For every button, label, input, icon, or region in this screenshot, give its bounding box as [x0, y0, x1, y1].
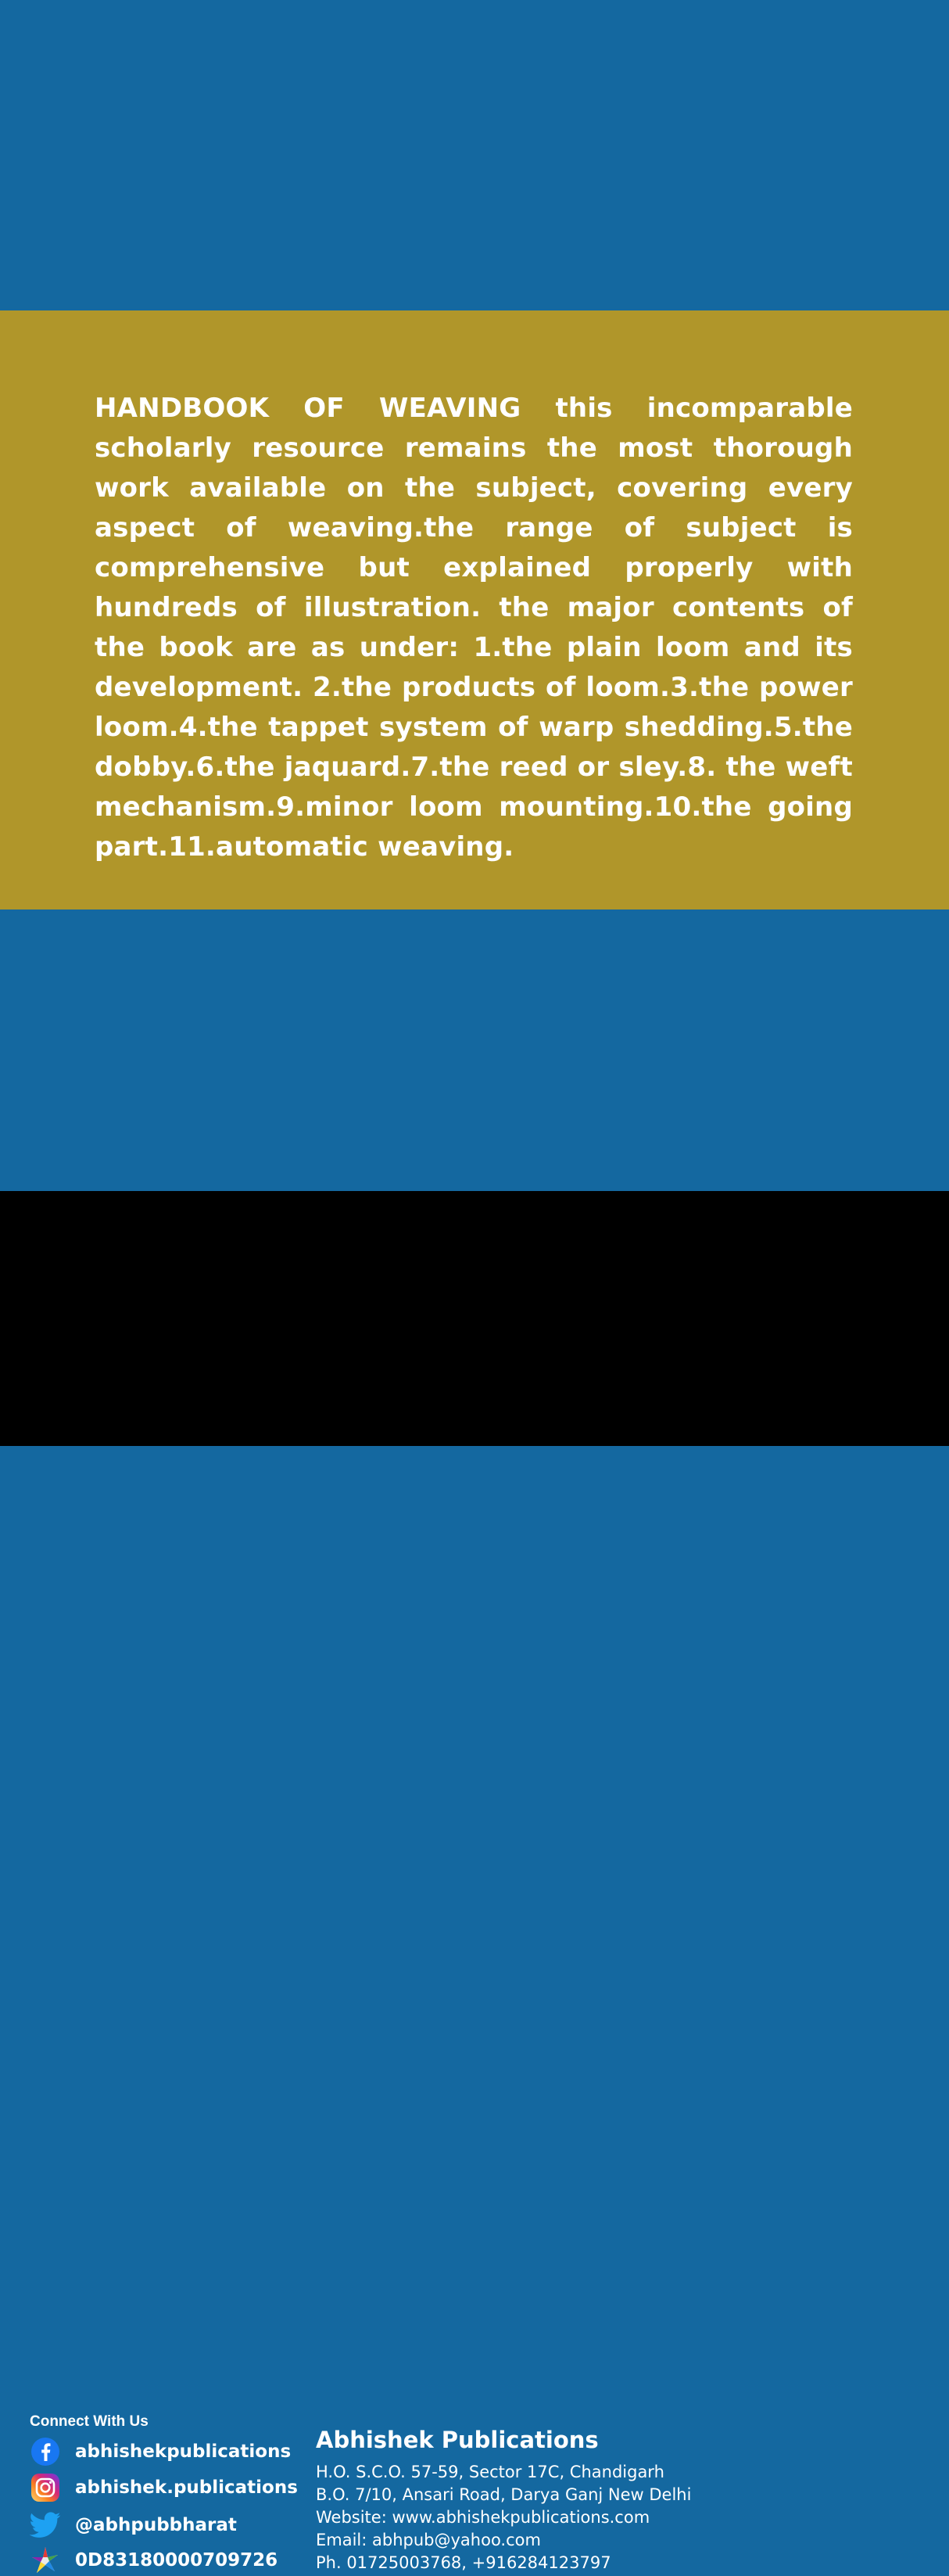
twitter-icon: [30, 2510, 61, 2541]
publisher-footer: [0, 1191, 949, 2572]
email-line[interactable]: Email: abhpub@yahoo.com: [316, 2531, 541, 2549]
social-twitter[interactable]: [30, 2510, 237, 2541]
social-facebook[interactable]: [30, 2436, 291, 2467]
instagram-handle: abhishek.publications: [75, 2477, 298, 2498]
instagram-icon: [30, 2472, 61, 2503]
publisher-block: [316, 2427, 691, 2574]
branch-office-address: B.O. 7/10, Ansari Road, Darya Ganj New Delhi: [316, 2485, 692, 2504]
website-line[interactable]: Website: www.abhishekpublications.com: [316, 2508, 650, 2527]
social-id[interactable]: [30, 2545, 278, 2576]
social-instagram[interactable]: [30, 2472, 298, 2503]
star-icon: [30, 2545, 61, 2576]
id-number: 0D83180000709726: [75, 2550, 278, 2571]
lower-blue-band: [0, 909, 949, 1191]
publisher-name: Abhishek Publications: [316, 2427, 599, 2453]
top-blue-band: [0, 0, 949, 310]
phone-line[interactable]: Ph. 01725003768, +916284123797: [316, 2553, 611, 2572]
connect-title: Connect With Us: [30, 2413, 149, 2430]
head-office-address: H.O. S.C.O. 57-59, Sector 17C, Chandigarh: [316, 2463, 664, 2481]
facebook-handle: abhishekpublications: [75, 2441, 292, 2462]
facebook-icon: [30, 2436, 61, 2467]
book-description: HANDBOOK OF WEAVING this incomparable scholarly resource remains the most thorough work available on the subject, covering every aspect of weaving.the range of subject is comprehensive but explained properly with hundreds of illustration. the major contents of the book are as under: 1.the plain loom and its development. 2.the products of loom.3.the power loom.4.the tappet system of warp shedding.5.the dobby.6.the jaquard.7.the reed or sley.8. the weft mechanism.9.minor loom mounting.10.the going part.11.automatic weaving.: [95, 393, 853, 863]
twitter-handle: @abhpubbharat: [75, 2515, 237, 2535]
